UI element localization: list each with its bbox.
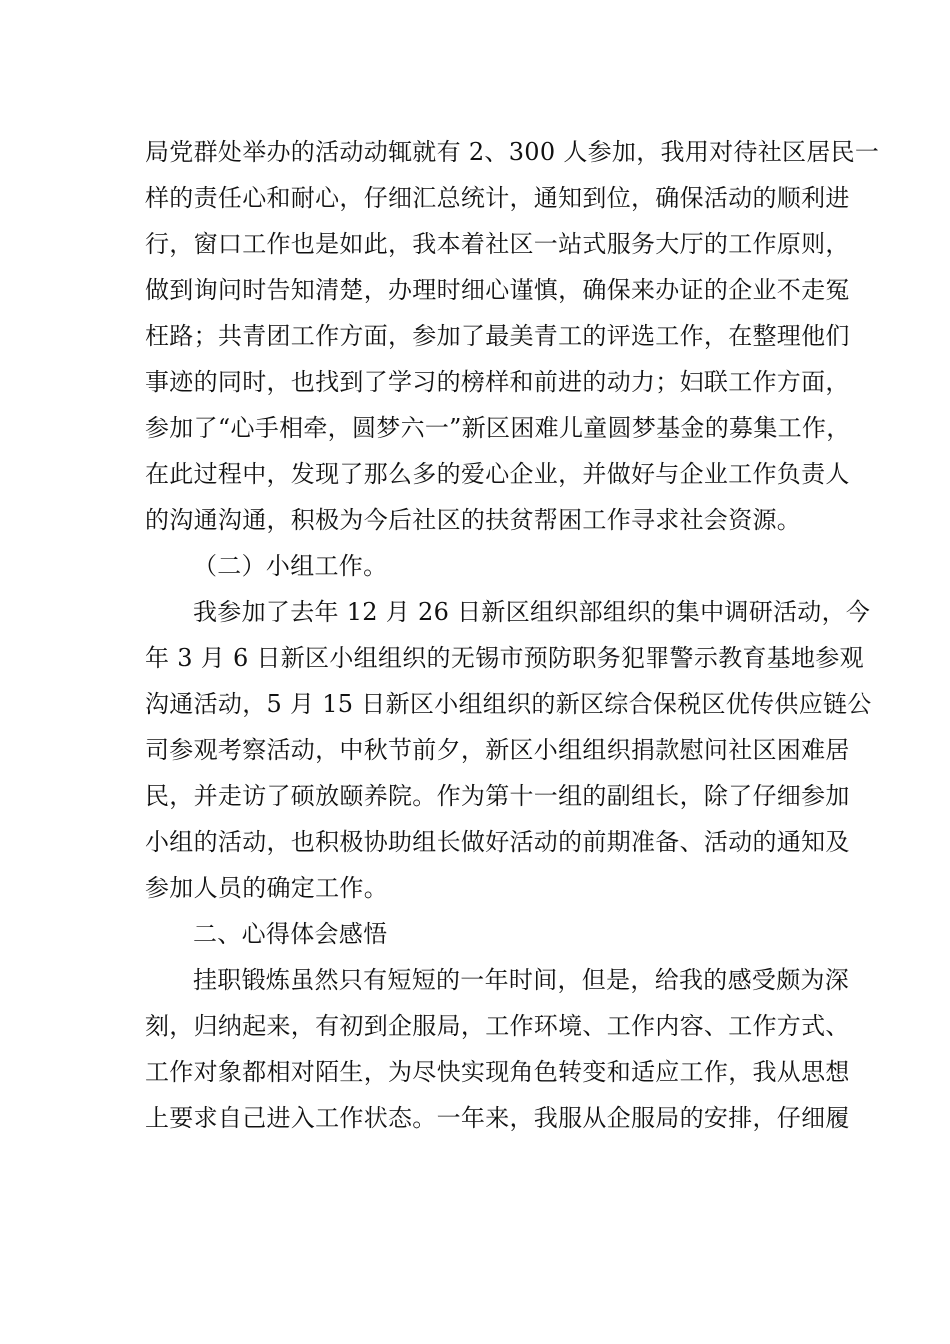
section-heading: 二、心得体会感悟 <box>193 920 388 948</box>
paragraph-line: 样的责任心和耐心，仔细汇总统计，通知到位，确保活动的顺利进 <box>145 184 850 212</box>
section-subheading: （二）小组工作。 <box>193 552 388 580</box>
paragraph-line: 局党群处举办的活动动辄就有 2、300 人参加，我用对待社区居民一 <box>145 138 880 166</box>
paragraph-line: 参加了“心手相牵，圆梦六一”新区困难儿童圆梦基金的募集工作， <box>145 414 851 442</box>
paragraph-line: 做到询问时告知清楚，办理时细心谨慎，确保来办证的企业不走冤 <box>145 276 850 304</box>
paragraph-line: 工作对象都相对陌生，为尽快实现角色转变和适应工作，我从思想 <box>145 1058 850 1086</box>
paragraph-line: 上要求自己进入工作状态。一年来，我服从企服局的安排，仔细履 <box>145 1104 850 1132</box>
paragraph-line: 沟通活动，5 月 15 日新区小组组织的新区综合保税区优传供应链公 <box>145 690 872 718</box>
paragraph-line: 小组的活动，也积极协助组长做好活动的前期准备、活动的通知及 <box>145 828 850 856</box>
paragraph-line: 挂职锻炼虽然只有短短的一年时间，但是，给我的感受颇为深 <box>193 966 850 994</box>
paragraph-line: 枉路；共青团工作方面，参加了最美青工的评选工作，在整理他们 <box>145 322 850 350</box>
paragraph-line: 刻，归纳起来，有初到企服局，工作环境、工作内容、工作方式、 <box>145 1012 850 1040</box>
paragraph-line: 的沟通沟通，积极为今后社区的扶贫帮困工作寻求社会资源。 <box>145 506 802 534</box>
paragraph-line: 民，并走访了硕放颐养院。作为第十一组的副组长，除了仔细参加 <box>145 782 850 810</box>
paragraph-line: 司参观考察活动，中秋节前夕，新区小组组织捐款慰问社区困难居 <box>145 736 850 764</box>
paragraph-line: 参加人员的确定工作。 <box>145 874 388 902</box>
paragraph-line: 事迹的同时，也找到了学习的榜样和前进的动力；妇联工作方面， <box>145 368 850 396</box>
paragraph-line: 年 3 月 6 日新区小组组织的无锡市预防职务犯罪警示教育基地参观 <box>145 644 864 672</box>
paragraph-line: 在此过程中，发现了那么多的爱心企业，并做好与企业工作负责人 <box>145 460 850 488</box>
paragraph-line: 我参加了去年 12 月 26 日新区组织部组织的集中调研活动，今 <box>193 598 871 626</box>
paragraph-line: 行，窗口工作也是如此，我本着社区一站式服务大厅的工作原则， <box>145 230 850 258</box>
